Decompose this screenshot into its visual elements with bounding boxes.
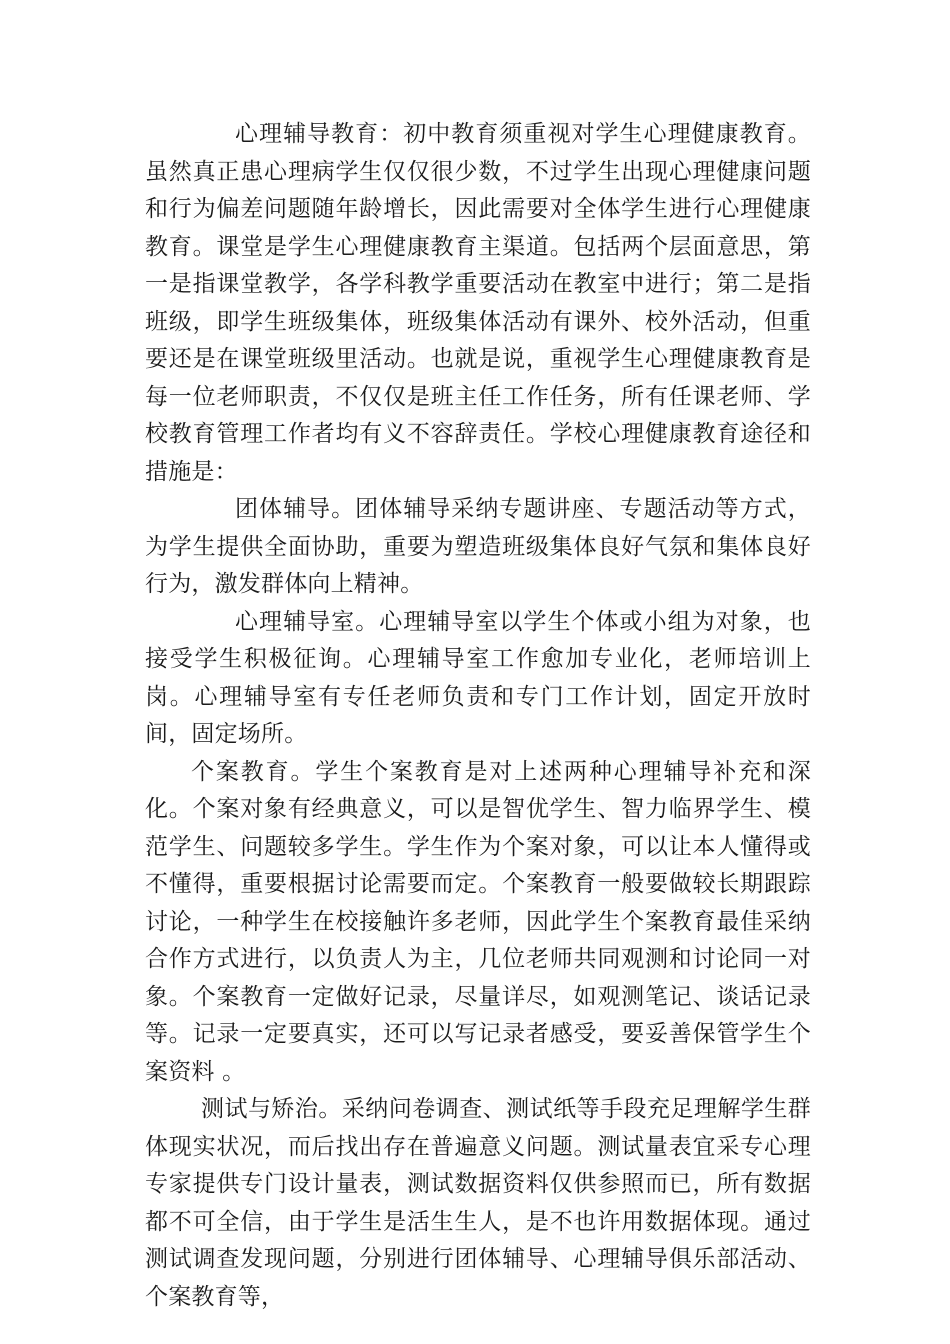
paragraph-psychological-counseling: 心理辅导教育：初中教育须重视对学生心理健康教育。虽然真正患心理病学生仅仅很少数，不过学生出现心理健康问题和行为偏差问题随年龄增长，因此需要对全体学生进行心理健康教育。课堂是学生心理健康教育主渠道。包括两个层面意思，第一是指课堂教学，各学科教学重要活动在教室中进行；第二是指班级，即学生班级集体，班级集体活动有课外、校外活动，但重要还是在课堂班级里活动。也就是说，重视学生心理健康教育是每一位老师职责，不仅仅是班主任工作任务，所有任课老师、学校教育管理工作者均有义不容辞责任。学校心理健康教育途径和措施是： — [145, 121, 811, 485]
paragraph-case-education: 个案教育。学生个案教育是对上述两种心理辅导补充和深化。个案对象有经典意义，可以是智优学生、智力临界学生、模范学生、问题较多学生。学生作为个案对象，可以让本人懂得或不懂得，重要根据讨论需要而定。个案教育一般要做较长期跟踪讨论，一种学生在校接触许多老师，因此学生个案教育最佳采纳合作方式进行，以负责人为主，几位老师共同观测和讨论同一对象。个案教育一定做好记录，尽量详尽，如观测笔记、谈话记录等。记录一定要真实，还可以写记录者感受，要妥善保管学生个案资料 。 — [145, 758, 811, 1085]
paragraph-counseling-room: 心理辅导室。心理辅导室以学生个体或小组为对象，也接受学生积极征询。心理辅导室工作愈加专业化，老师培训上岗。心理辅导室有专任老师负责和专门工作计划，固定开放时间，固定场所。 — [145, 608, 811, 747]
document-body — [145, 116, 811, 1316]
paragraph-testing-correction: 测试与矫治。采纳问卷调查、测试纸等手段充足理解学生群体现实状况，而后找出存在普遍意义问题。测试量表宜采专心理专家提供专门设计量表，测试数据资料仅供参照而已，所有数据都不可全信，由于学生是活生生人，是不也许用数据体现。通过测试调查发现问题，分别进行团体辅导、心理辅导俱乐部活动、个案教育等， — [145, 1096, 811, 1310]
paragraph-group-counseling: 团体辅导。团体辅导采纳专题讲座、专题活动等方式，为学生提供全面协助，重要为塑造班级集体良好气氛和集体良好行为，激发群体向上精神。 — [145, 496, 811, 597]
